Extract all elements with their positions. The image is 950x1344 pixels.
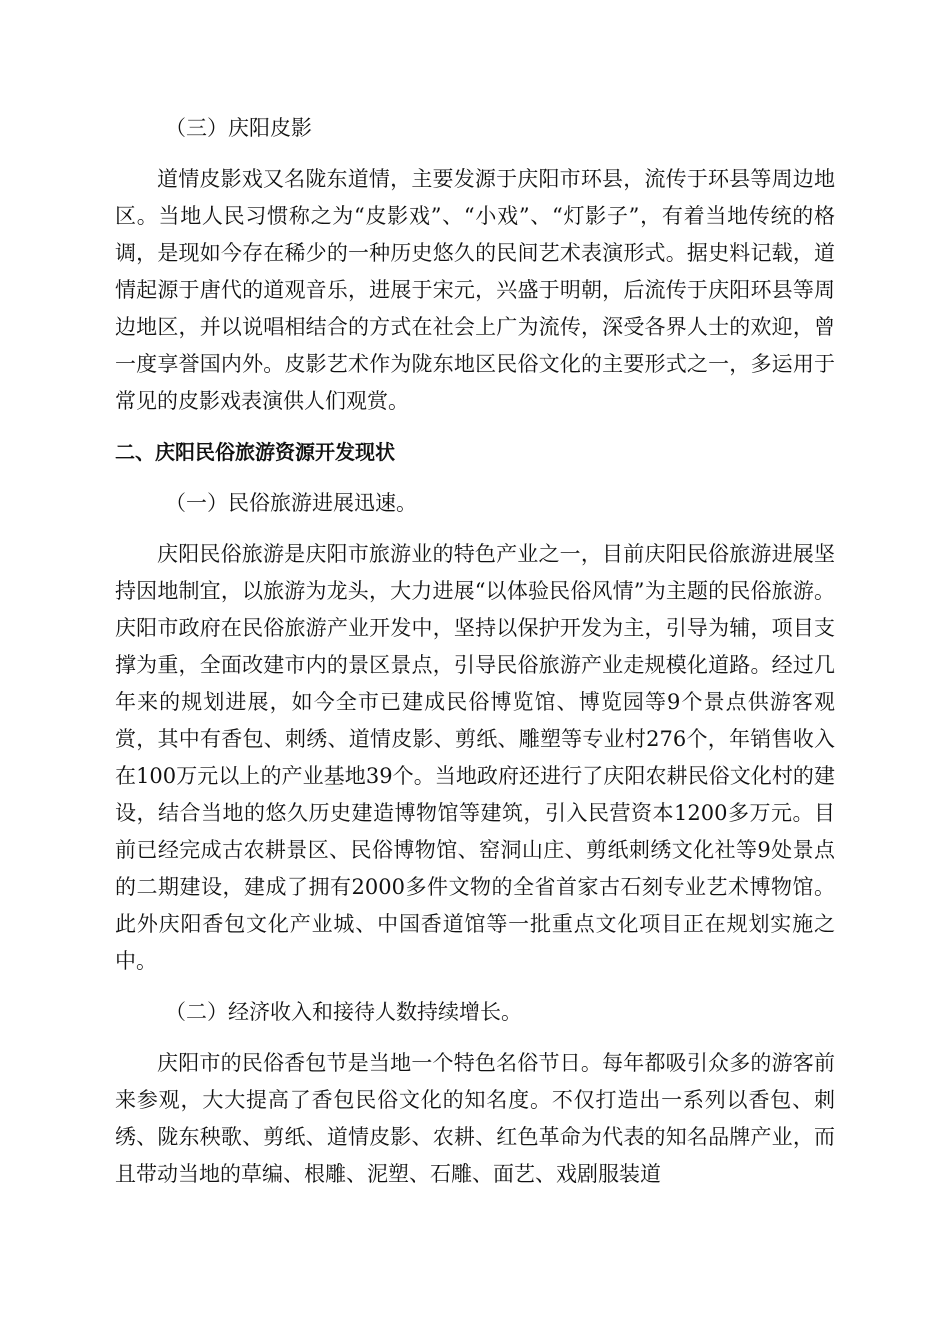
paragraph-rapid-development: 庆阳民俗旅游是庆阳市旅游业的特色产业之一，目前庆阳民俗旅游进展坚持因地制宜，以旅游为龙头，大力进展“以体验民俗风情”为主题的民俗旅游。庆阳市政府在民俗旅游产业开发中，坚持以保护开发为主，引导为辅，项目支撑为重，全面改建市内的景区景点，引导民俗旅游产业走规模化道路。经过几年来的规划进展，如今全市已建成民俗博览馆、博览园等9个景点供游客观赏，其中有香包、刺绣、道情皮影、剪纸、雕塑等专业村276个，年销售收入在100万元以上的产业基地39个。当地政府还进行了庆阳农耕民俗文化村的建设，结合当地的悠久历史建造博物馆等建筑，引入民营资本1200多万元。目前已经完成古农耕景区、民俗博物馆、窑洞山庄、剪纸刺绣文化社等9处景点的二期建设，建成了拥有2000多件文物的全省首家古石刻专业艺术博物馆。此外庆阳香包文化产业城、中国香道馆等一批重点文化项目正在规划实施之中。: [115, 542, 835, 973]
chapter-heading-development-status: 二、庆阳民俗旅游资源开发现状: [115, 440, 395, 464]
section-title-shadow-puppetry: （三）庆阳皮影: [165, 116, 312, 140]
paragraph-shadow-puppetry: 道情皮影戏又名陇东道情，主要发源于庆阳市环县，流传于环县等周边地区。当地人民习惯称之为“皮影戏”、“小戏”、“灯影子”，有着当地传统的格调，是现如今存在稀少的一种历史悠久的民间艺术表演形式。据史料记载，道情起源于唐代的道观音乐，进展于宋元，兴盛于明朝，后流传于庆阳环县等周边地区，并以说唱相结合的方式在社会上广为流传，深受各界人士的欢迎，曾一度享誉国内外。皮影艺术作为陇东地区民俗文化的主要形式之一，多运用于常见的皮影戏表演供人们观赏。: [115, 167, 835, 413]
paragraph-income-growth: 庆阳市的民俗香包节是当地一个特色名俗节日。每年都吸引众多的游客前来参观，大大提高了香包民俗文化的知名度。不仅打造出一系列以香包、刺绣、陇东秧歌、剪纸、道情皮影、农耕、红色革命为代表的知名品牌产业，而且带动当地的草编、根雕、泥塑、石雕、面艺、戏剧服装道: [115, 1051, 835, 1186]
subsection-title-rapid-development: （一）民俗旅游进展迅速。: [165, 491, 417, 515]
subsection-title-income-growth: （二）经济收入和接待人数持续增长。: [165, 1000, 522, 1024]
document-body: [115, 110, 835, 1193]
